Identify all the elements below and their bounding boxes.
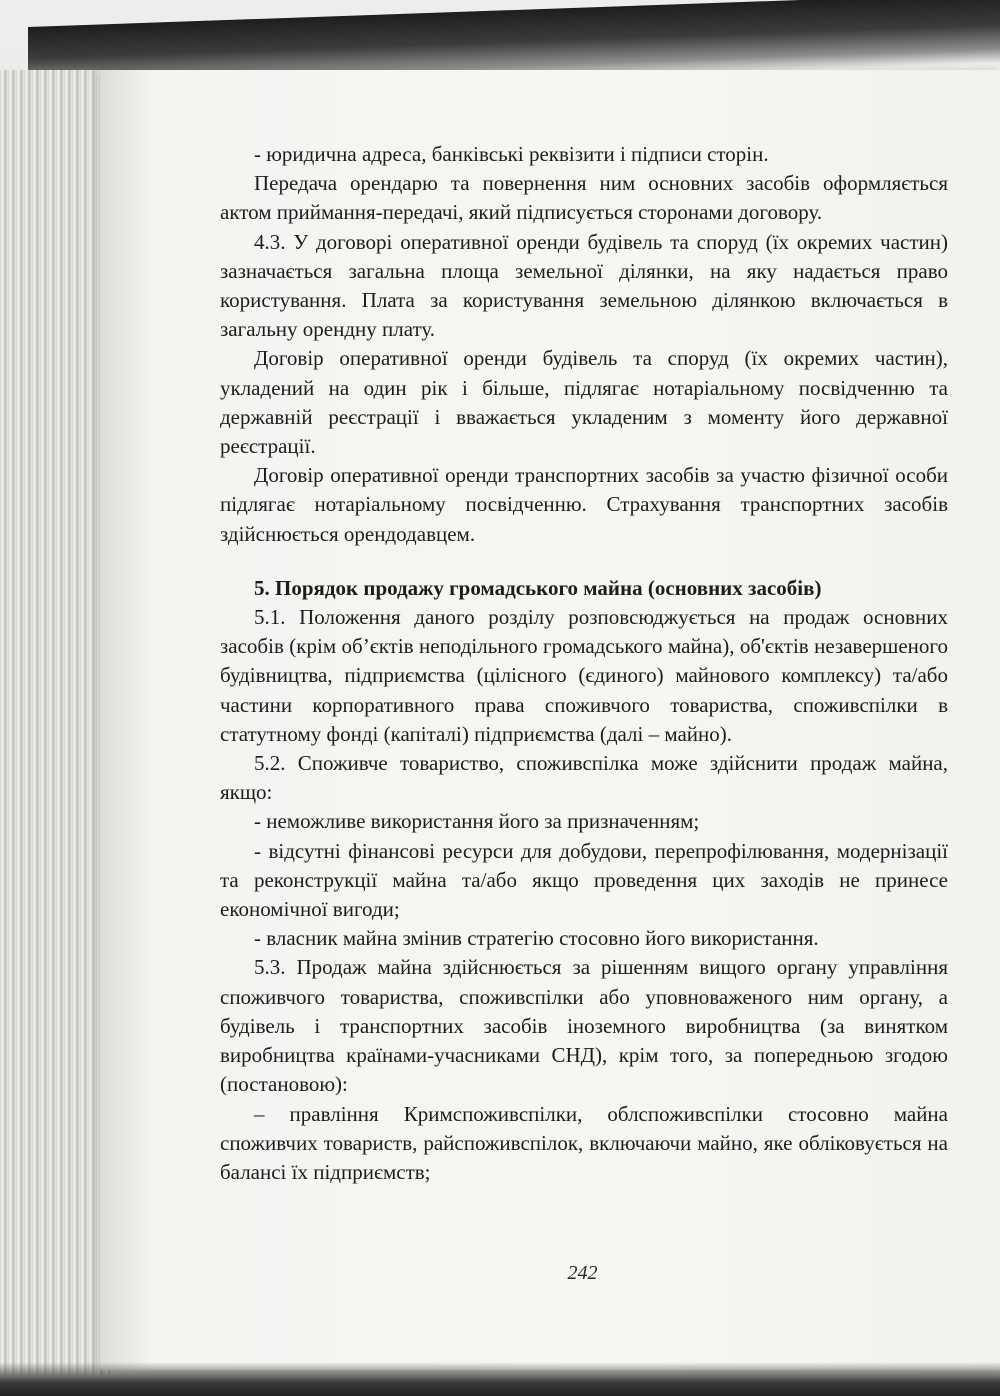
scan-bottom-shadow: [0, 1362, 1000, 1396]
paragraph: Договір оперативної оренди будівель та споруд (їх окремих частин), укладений на один рік і більше, підлягає нотаріальному посвідченню та державній реєстрації і вважається укладеним з моменту його державної реєстрації.: [220, 346, 948, 459]
section-heading: 5. Порядок продажу громадського майна (основних засобів): [254, 575, 822, 600]
list-item: - відсутні фінансові ресурси для добудови, перепрофілювання, модернізації та реконструкції майна та/або якщо проведення цих заходів не принесе економічної вигоди;: [220, 838, 948, 922]
page-text: [220, 140, 948, 1187]
paragraph: 5.2. Споживче товариство, споживспілка може здійснити продаж майна, якщо:: [220, 751, 948, 805]
list-item: - неможливе використання його за призначенням;: [254, 809, 700, 834]
book-page-edges: [0, 70, 110, 1375]
list-item: - власник майна змінив стратегію стосовно його використання.: [254, 926, 819, 951]
paragraph: Договір оперативної оренди транспортних засобів за участю фізичної особи підлягає нотаріальному посвідченню. Страхування транспортних засобів здійснюється орендодавцем.: [220, 463, 948, 546]
paragraph: - юридична адреса, банківські реквізити і підписи сторін.: [254, 142, 769, 166]
list-item: – правління Кримспоживспілки, облспоживспілки стосовно майна споживчих товариств, райспоживспілок, включаючи майно, яке обліковується на балансі їх підприємств;: [220, 1101, 948, 1184]
paragraph: 5.3. Продаж майна здійснюється за рішенням вищого органу управління споживчого товариства, споживспілки або уповноваженого ним органу, а будівель і транспортних засобів іноземного виробництва (за винятком виробництва країнами-учасниками СНД), крім того, за попередньою згодою (постановою):: [220, 955, 948, 1097]
paragraph: 5.1. Положення даного розділу розповсюджується на продаж основних засобів (крім об’єктів неподільного громадського майна), об'єктів незавершеного будівництва, підприємства (цілісного (єдиного) майнового комплексу) та/або частини корпоративного права споживчого товариства, споживспілки в статутному фонді (капіталі) підприємства (далі – майно).: [220, 605, 948, 746]
paragraph: Передача орендарю та повернення ним основних засобів оформляється актом приймання-передачі, який підписується сторонами договору.: [220, 171, 948, 225]
paragraph: 4.3. У договорі оперативної оренди будівель та споруд (їх окремих частин) зазначається загальна площа земельної ділянки, на яку надається право користування. Плата за користування земельною ділянкою включається в загальну орендну плату.: [220, 229, 948, 342]
page-number: 242: [567, 1262, 598, 1284]
